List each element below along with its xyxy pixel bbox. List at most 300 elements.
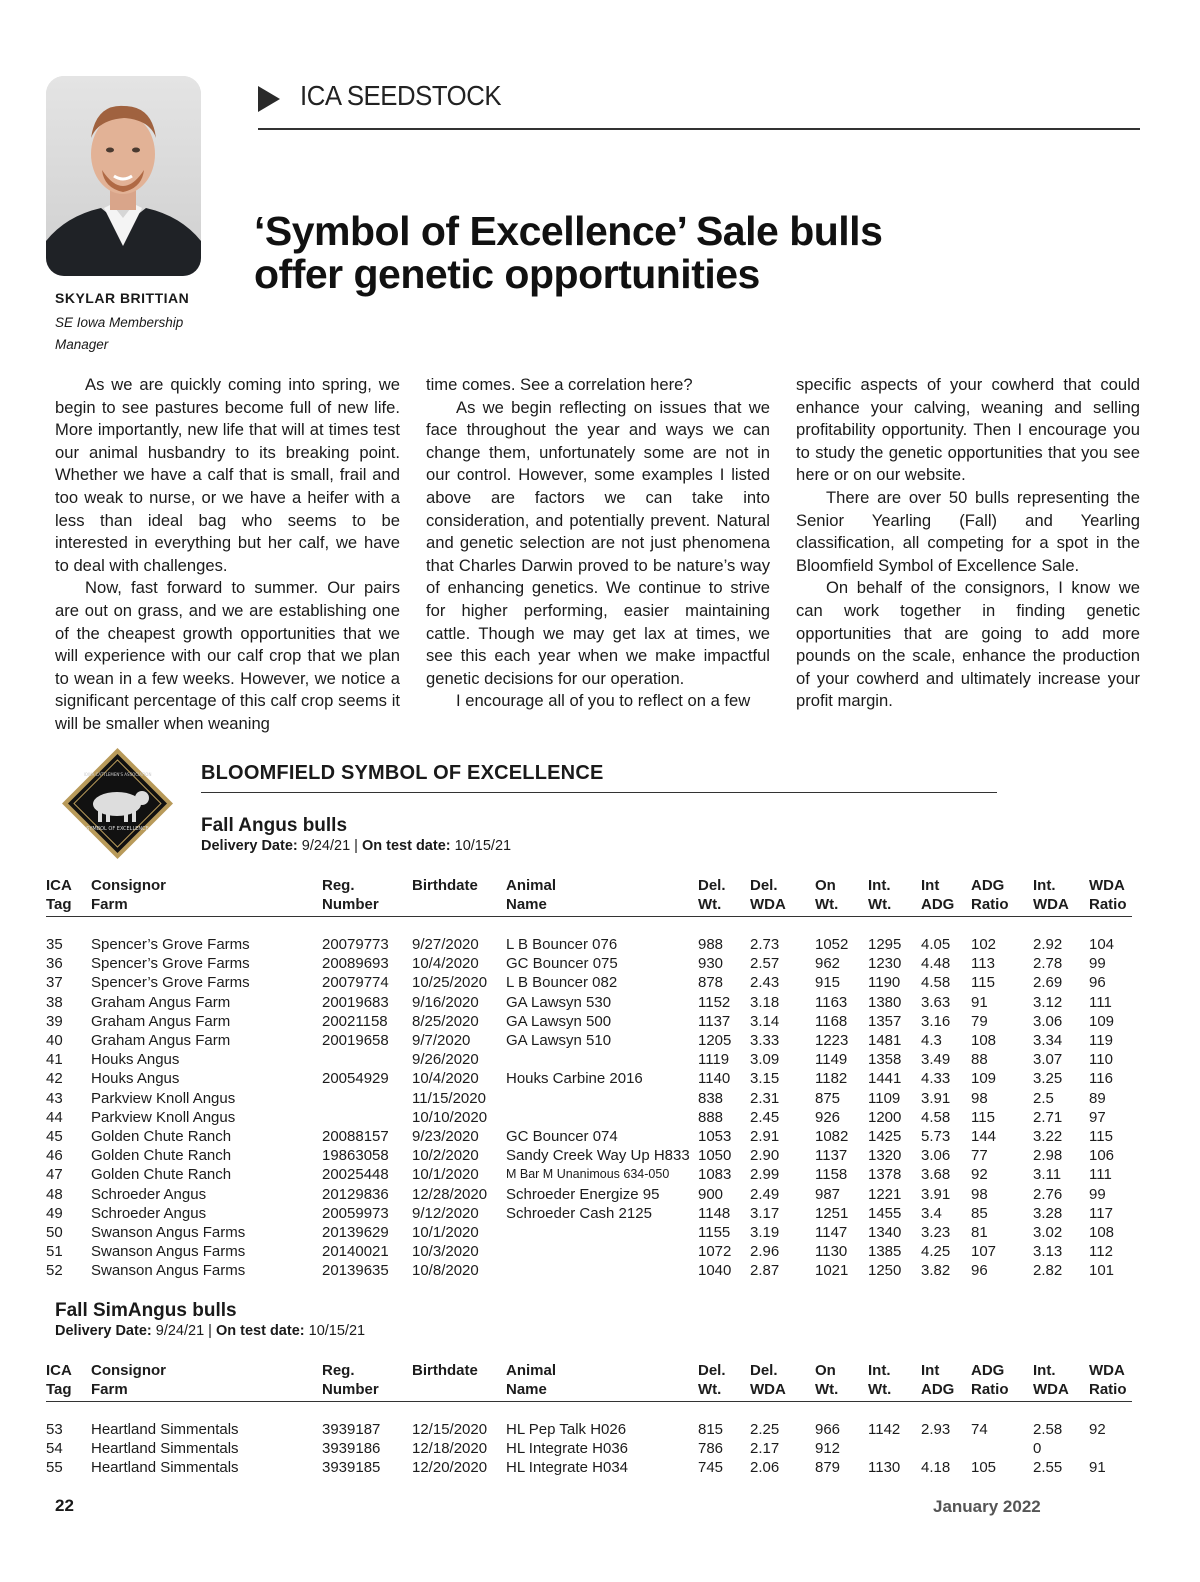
table-cell xyxy=(506,1050,698,1069)
column-header-line2: WDA xyxy=(1033,896,1069,913)
table-cell: 3.22 xyxy=(1033,1128,1063,1146)
table-cell: 745 xyxy=(698,1459,724,1477)
table-cell: 1137 xyxy=(815,1147,848,1165)
column-header-line1: Int. xyxy=(868,877,891,894)
table-cell: 116 xyxy=(1089,1070,1113,1088)
column-header xyxy=(750,876,815,917)
table-cell: 3.14 xyxy=(750,1012,780,1030)
table-cell: 2.25 xyxy=(750,1421,780,1438)
column-header xyxy=(815,876,868,917)
table-cell: 9/23/2020 xyxy=(412,1128,479,1146)
table-cell: 106 xyxy=(1089,1147,1115,1165)
column-header-line1: ADG xyxy=(971,877,1005,894)
table-cell: 115 xyxy=(1089,1128,1113,1146)
table-cell: 3.68 xyxy=(921,1166,951,1184)
table-cell: M Bar M Unanimous 634-050 xyxy=(506,1167,670,1182)
table-cell: 3.63 xyxy=(921,993,951,1011)
column-header xyxy=(698,1361,750,1402)
column-header-line1: Del. xyxy=(698,877,726,894)
table-cell: 97 xyxy=(1089,1108,1106,1126)
headline-line2: offer genetic opportunities xyxy=(254,251,760,297)
table-cell: 2.49 xyxy=(750,1185,780,1203)
table-row xyxy=(46,1069,1132,1088)
table-cell: 85 xyxy=(971,1204,988,1222)
table-cell: 40 xyxy=(46,1032,63,1050)
table-row xyxy=(46,1439,1132,1458)
table-cell: 1200 xyxy=(868,1108,902,1126)
table-cell: 2.58 xyxy=(1033,1421,1063,1438)
headline xyxy=(254,210,1014,296)
column-header-line2: Ratio xyxy=(1089,896,1127,913)
table-cell: 4.25 xyxy=(921,1243,951,1261)
table-cell: 900 xyxy=(698,1185,724,1203)
test-value: 10/15/21 xyxy=(454,838,512,854)
table-cell: 91 xyxy=(1089,1459,1106,1477)
table-cell: 1040 xyxy=(698,1262,732,1280)
table-cell: 44 xyxy=(46,1108,63,1126)
table-cell: 74 xyxy=(971,1421,988,1438)
paragraph: specific aspects of your cowherd that could enhance your calving, weaning and selling profitability opportunity. Then I encourage you to study the genetic opportunities that you see here or on our website. xyxy=(796,375,1140,485)
table-cell: 3.23 xyxy=(921,1224,951,1242)
table-cell: 109 xyxy=(971,1070,997,1088)
table-cell: 10/1/2020 xyxy=(412,1166,479,1184)
table-cell: 36 xyxy=(46,955,63,973)
table-cell: 91 xyxy=(971,993,988,1011)
table-cell: 3.28 xyxy=(1033,1204,1063,1222)
table-cell: 2.98 xyxy=(1033,1147,1063,1165)
table-cell: 3.25 xyxy=(1033,1070,1063,1088)
table-cell: Schroeder Energize 95 xyxy=(506,1185,660,1203)
table-cell: 3.13 xyxy=(1033,1243,1063,1261)
table-cell: 1455 xyxy=(868,1204,902,1222)
table-cell: 1295 xyxy=(868,936,902,953)
table-cell: HL Integrate H034 xyxy=(506,1459,629,1477)
table-cell: 107 xyxy=(971,1243,997,1261)
fall-simangus-table xyxy=(46,1361,1132,1478)
column-header-line1: WDA xyxy=(1089,1362,1125,1379)
table-cell: 962 xyxy=(815,955,841,973)
table-cell: 926 xyxy=(815,1108,841,1126)
table-row xyxy=(46,1127,1132,1146)
table-cell: 3.19 xyxy=(750,1224,780,1242)
table-cell: 20019658 xyxy=(322,1032,389,1050)
column-header-line2 xyxy=(412,1380,506,1399)
table-cell: 3.33 xyxy=(750,1032,780,1050)
table-cell: Schroeder Angus xyxy=(91,1185,207,1203)
table-cell: 1250 xyxy=(868,1262,902,1280)
table-cell xyxy=(506,1089,698,1108)
table-cell: 1378 xyxy=(868,1166,902,1184)
table-header-row xyxy=(46,876,1132,917)
table-cell: L B Bouncer 082 xyxy=(506,974,618,992)
table-cell: 9/26/2020 xyxy=(412,1051,479,1069)
table-cell: 1142 xyxy=(868,1421,901,1438)
column-header-line2: Tag xyxy=(46,896,72,913)
table-cell: 3.02 xyxy=(1033,1224,1063,1242)
table-cell: 89 xyxy=(1089,1089,1106,1107)
table-cell: 47 xyxy=(46,1166,63,1184)
table-cell: 10/10/2020 xyxy=(412,1108,488,1126)
table-row xyxy=(46,1420,1132,1439)
column-header-line2: Wt. xyxy=(815,896,839,913)
column-header xyxy=(921,1361,971,1402)
table-cell: Graham Angus Farm xyxy=(91,993,231,1011)
column-header xyxy=(971,1361,1033,1402)
column-header-line1: Animal xyxy=(506,877,557,894)
table-cell: 144 xyxy=(971,1128,997,1146)
column-header-line2 xyxy=(412,895,506,914)
table-cell: 9/12/2020 xyxy=(412,1204,479,1222)
table-cell: 1109 xyxy=(868,1089,901,1107)
author-role xyxy=(55,312,195,356)
table-cell: 1357 xyxy=(868,1012,902,1030)
table-cell: 104 xyxy=(1089,936,1115,953)
table-cell: 2.43 xyxy=(750,974,780,992)
table-cell: 10/4/2020 xyxy=(412,955,479,973)
article-column-2 xyxy=(426,374,770,713)
table-cell: Swanson Angus Farms xyxy=(91,1243,246,1261)
table-cell: 20019683 xyxy=(322,993,389,1011)
table-cell: 3.4 xyxy=(921,1204,942,1222)
table-cell: 105 xyxy=(971,1459,997,1477)
table-cell: 52 xyxy=(46,1262,63,1280)
column-header-line1: ADG xyxy=(971,1362,1005,1379)
table-cell: 115 xyxy=(971,1108,995,1126)
table-cell: 20079774 xyxy=(322,974,389,992)
table-cell: GA Lawsyn 510 xyxy=(506,1032,612,1050)
column-header xyxy=(91,1361,322,1402)
table-cell: 42 xyxy=(46,1070,63,1088)
table-cell: 3.12 xyxy=(1033,993,1063,1011)
table-cell: 2.93 xyxy=(921,1421,951,1438)
table-cell: 20059973 xyxy=(322,1204,389,1222)
fall-angus-title: Fall Angus bulls xyxy=(201,815,348,836)
table-row xyxy=(46,973,1132,992)
table-cell: 2.45 xyxy=(750,1108,780,1126)
column-header-line1: Del. xyxy=(750,1362,778,1379)
delivery-value: 9/24/21 xyxy=(301,838,351,854)
table-cell: 92 xyxy=(971,1166,988,1184)
table-cell: 20140021 xyxy=(322,1243,389,1261)
table-cell: 2.82 xyxy=(1033,1262,1063,1280)
table-cell: 54 xyxy=(46,1440,63,1458)
table-row xyxy=(46,1242,1132,1261)
fall-simangus-title: Fall SimAngus bulls xyxy=(55,1300,237,1321)
table-cell: 4.48 xyxy=(921,955,951,973)
table-cell: 2.5 xyxy=(1033,1089,1054,1107)
column-header-line2: Number xyxy=(322,896,379,913)
table-cell: Spencer’s Grove Farms xyxy=(91,974,250,992)
table-cell: Sandy Creek Way Up H833 xyxy=(506,1147,690,1165)
table-cell: 4.05 xyxy=(921,936,951,953)
table-cell: GC Bouncer 075 xyxy=(506,955,618,973)
table-cell: 9/7/2020 xyxy=(412,1032,471,1050)
table-cell: Golden Chute Ranch xyxy=(91,1147,232,1165)
author-name: SKYLAR BRITTIAN xyxy=(55,290,190,306)
table-cell: 20139635 xyxy=(322,1262,389,1280)
table-cell: 3.15 xyxy=(750,1070,780,1088)
column-header-line2: Wt. xyxy=(698,896,722,913)
table-cell: Parkview Knoll Angus xyxy=(91,1108,236,1126)
table-cell: 4.58 xyxy=(921,1108,951,1126)
column-header xyxy=(1089,1361,1132,1402)
table-cell: 888 xyxy=(698,1108,724,1126)
fall-simangus-dates: Delivery Date: 9/24/21 | On test date: 10/15/21 xyxy=(55,1323,366,1339)
table-cell: 20079773 xyxy=(322,936,389,953)
table-cell xyxy=(506,1108,698,1127)
table-row xyxy=(46,1012,1132,1031)
table-cell: 88 xyxy=(971,1051,988,1069)
table-cell xyxy=(322,1089,412,1108)
paragraph: I encourage all of you to reflect on a few xyxy=(456,691,751,711)
table-cell: 5.73 xyxy=(921,1128,951,1146)
table-cell: 10/4/2020 xyxy=(412,1070,479,1088)
paragraph: Now, fast forward to summer. Our pairs are out on grass, and we are establishing one of the cheapest growth opportunities that we will experience with our calf crop that we plan to wean in a few weeks. However, we notice a significant percentage of this calf crop seems it will be smaller when weaning xyxy=(55,578,400,733)
column-header-line2: ADG xyxy=(921,896,955,913)
table-cell: 838 xyxy=(698,1089,724,1107)
column-header-line1: On xyxy=(815,877,836,894)
table-cell: 879 xyxy=(815,1459,841,1477)
column-header-line2: ADG xyxy=(921,1381,955,1398)
play-triangle-icon xyxy=(258,86,280,112)
table-row xyxy=(46,1223,1132,1242)
table-cell: 39 xyxy=(46,1012,63,1030)
table-cell: Swanson Angus Farms xyxy=(91,1224,246,1242)
table-cell: 35 xyxy=(46,936,63,953)
table-cell: 12/28/2020 xyxy=(412,1185,488,1203)
paragraph: There are over 50 bulls representing the Senior Yearling (Fall) and Yearling classification, all competing for a spot in the Bloomfield Symbol of Excellence Sale. xyxy=(796,487,1140,575)
column-header xyxy=(46,1361,91,1402)
table-cell: 2.57 xyxy=(750,955,780,973)
table-cell: 110 xyxy=(1089,1051,1113,1069)
table-cell: 81 xyxy=(971,1224,988,1242)
table-cell: 988 xyxy=(698,936,724,953)
table-cell: Heartland Simmentals xyxy=(91,1440,239,1458)
column-header-line2: WDA xyxy=(750,896,786,913)
table-cell: 98 xyxy=(971,1185,988,1203)
table-cell: 3.11 xyxy=(1033,1166,1062,1184)
column-header-line1: Animal xyxy=(506,1362,557,1379)
table-cell: 3.91 xyxy=(921,1089,951,1107)
table-cell xyxy=(322,1108,412,1127)
bloomfield-title: BLOOMFIELD SYMBOL OF EXCELLENCE xyxy=(201,762,997,793)
badge-top-text: IOWA CATTLEMEN'S ASSOCIATION xyxy=(83,772,152,777)
table-cell: 875 xyxy=(815,1089,841,1107)
column-header xyxy=(1033,1361,1089,1402)
table-cell: 1340 xyxy=(868,1224,902,1242)
table-cell: 912 xyxy=(815,1440,841,1458)
column-header-line2: Tag xyxy=(46,1381,72,1398)
table-cell: 2.31 xyxy=(750,1089,780,1107)
table-cell xyxy=(1089,1439,1132,1458)
table-row xyxy=(46,1146,1132,1165)
table-cell: 98 xyxy=(971,1089,988,1107)
table-cell: 3939186 xyxy=(322,1440,381,1458)
section-header xyxy=(258,80,1140,130)
column-header xyxy=(412,1361,506,1402)
author-portrait-icon xyxy=(46,76,201,276)
table-cell xyxy=(971,1439,1033,1458)
table-cell: 2.17 xyxy=(750,1440,780,1458)
table-cell: 1380 xyxy=(868,993,902,1011)
table-cell: 1251 xyxy=(815,1204,849,1222)
table-cell: 41 xyxy=(46,1051,63,1069)
table-cell: 987 xyxy=(815,1185,841,1203)
table-cell xyxy=(506,1261,698,1280)
table-cell: 1148 xyxy=(698,1204,731,1222)
table-cell: 2.71 xyxy=(1033,1108,1063,1126)
table-cell: Golden Chute Ranch xyxy=(91,1166,232,1184)
table-cell: Graham Angus Farm xyxy=(91,1012,231,1030)
column-header-line2: Ratio xyxy=(971,1381,1009,1398)
table-cell: 1050 xyxy=(698,1147,732,1165)
table-row xyxy=(46,1165,1132,1184)
column-header-line2: WDA xyxy=(1033,1381,1069,1398)
column-header-line2: WDA xyxy=(750,1381,786,1398)
table-cell: 9/16/2020 xyxy=(412,993,479,1011)
table-cell: 50 xyxy=(46,1224,63,1242)
fall-angus-dates: Delivery Date: 9/24/21 | On test date: 10/15/21 xyxy=(201,838,512,854)
author-photo xyxy=(46,76,201,276)
table-cell: 77 xyxy=(971,1147,988,1165)
table-row xyxy=(46,1108,1132,1127)
table-cell: 786 xyxy=(698,1440,724,1458)
table-cell: 20025448 xyxy=(322,1166,389,1184)
column-header xyxy=(1089,876,1132,917)
column-header-line2: Wt. xyxy=(868,1381,892,1398)
table-cell: 1082 xyxy=(815,1128,849,1146)
table-cell: 1358 xyxy=(868,1051,902,1069)
delivery-label: Delivery Date: xyxy=(55,1323,152,1339)
table-cell: HL Integrate H036 xyxy=(506,1440,629,1458)
table-cell: 20021158 xyxy=(322,1012,388,1030)
column-header-line2: Wt. xyxy=(698,1381,722,1398)
table-cell: 2.92 xyxy=(1033,936,1063,953)
table-cell: 3.34 xyxy=(1033,1032,1063,1050)
column-header-line1: ICA xyxy=(46,877,72,894)
table-cell: 79 xyxy=(971,1012,988,1030)
table-cell: 2.90 xyxy=(750,1147,780,1165)
section-label: ICA SEEDSTOCK xyxy=(300,80,502,111)
test-value: 10/15/21 xyxy=(308,1323,366,1339)
test-label: On test date: xyxy=(361,838,451,854)
paragraph: As we begin reflecting on issues that we face throughout the year and ways we can change them, unfortunately some are not in our control. However, some examples I listed above are factors we can take into consideration, and potentially prevent. Natural and genetic selection are not just phenomena that Charles Darwin proved to be nature’s way of enhancing genetics. We continue to strive for higher performing, easier maintaining cattle. Though we may get lax at times, we see this each year when we make impactful genetic decisions for our operation. xyxy=(426,397,770,688)
table-cell: 20139629 xyxy=(322,1224,389,1242)
column-header xyxy=(412,876,506,917)
table-cell: 12/15/2020 xyxy=(412,1421,488,1438)
table-cell: 46 xyxy=(46,1147,63,1165)
table-cell: 1221 xyxy=(868,1185,902,1203)
table-cell: 101 xyxy=(1089,1262,1115,1280)
table-cell: Spencer’s Grove Farms xyxy=(91,936,250,953)
table-cell: Houks Carbine 2016 xyxy=(506,1070,643,1088)
table-cell: 9/27/2020 xyxy=(412,936,479,953)
table-header-row xyxy=(46,1361,1132,1402)
table-cell: 8/25/2020 xyxy=(412,1012,479,1030)
column-header-line2: Wt. xyxy=(815,1381,839,1398)
table-cell: 2.78 xyxy=(1033,955,1063,973)
table-cell: 10/2/2020 xyxy=(412,1147,479,1165)
author-role-line2: Manager xyxy=(55,337,109,352)
column-header-line1: Reg. xyxy=(322,1362,355,1379)
column-header-line1: On xyxy=(815,1362,836,1379)
table-cell: 20129836 xyxy=(322,1185,389,1203)
table-cell: 1083 xyxy=(698,1166,732,1184)
table-cell: 99 xyxy=(1089,1185,1106,1203)
table-cell: 1155 xyxy=(698,1224,731,1242)
table-cell: 115 xyxy=(971,974,995,992)
table-cell xyxy=(506,1242,698,1261)
table-row xyxy=(46,993,1132,1012)
table-cell: 96 xyxy=(1089,974,1106,992)
table-cell: 3.18 xyxy=(750,993,780,1011)
table-cell: 111 xyxy=(1089,993,1112,1011)
column-header-line2: Number xyxy=(322,1381,379,1398)
table-cell: 2.76 xyxy=(1033,1185,1063,1203)
column-header-line2: Ratio xyxy=(1089,1381,1127,1398)
table-cell: GA Lawsyn 500 xyxy=(506,1012,612,1030)
table-cell: Schroeder Angus xyxy=(91,1204,207,1222)
table-cell: 43 xyxy=(46,1089,63,1107)
paragraph: time comes. See a correlation here? xyxy=(426,375,693,394)
table-cell: Schroeder Cash 2125 xyxy=(506,1204,652,1222)
column-header xyxy=(971,876,1033,917)
table-cell: 12/20/2020 xyxy=(412,1459,488,1477)
column-header-line1: WDA xyxy=(1089,877,1125,894)
table-cell: GA Lawsyn 530 xyxy=(506,993,612,1011)
table-cell: 1230 xyxy=(868,955,902,973)
table-cell: 3.82 xyxy=(921,1262,951,1280)
table-cell xyxy=(322,1050,412,1069)
table-cell: 1320 xyxy=(868,1147,902,1165)
delivery-label: Delivery Date: xyxy=(201,838,298,854)
column-header xyxy=(868,1361,921,1402)
table-cell: 3.06 xyxy=(1033,1012,1063,1030)
column-header xyxy=(815,1361,868,1402)
table-cell: Houks Angus xyxy=(91,1070,180,1088)
table-cell: 1182 xyxy=(815,1070,848,1088)
table-row xyxy=(46,1204,1132,1223)
table-cell: 4.18 xyxy=(921,1459,951,1477)
table-cell: 1481 xyxy=(868,1032,902,1050)
table-cell: 10/3/2020 xyxy=(412,1243,479,1261)
table-cell: GC Bouncer 074 xyxy=(506,1128,618,1146)
table-cell: 4.33 xyxy=(921,1070,951,1088)
table-cell: 20054929 xyxy=(322,1070,389,1088)
table-cell: 1168 xyxy=(815,1012,848,1030)
table-cell: 1147 xyxy=(815,1224,848,1242)
table-cell: 1425 xyxy=(868,1128,902,1146)
table-cell: 1441 xyxy=(868,1070,902,1088)
column-header-line1: Birthdate xyxy=(412,877,478,894)
table-cell: HL Pep Talk H026 xyxy=(506,1421,627,1438)
table-cell: 1163 xyxy=(815,993,848,1011)
table-cell: 1205 xyxy=(698,1032,732,1050)
column-header-line1: Int xyxy=(921,1362,940,1379)
fall-angus-table xyxy=(46,876,1132,1281)
symbol-of-excellence-badge xyxy=(60,746,175,861)
column-header xyxy=(322,1361,412,1402)
table-cell: 2.69 xyxy=(1033,974,1063,992)
headline-line1: ‘Symbol of Excellence’ Sale bulls xyxy=(254,208,883,254)
table-cell: 51 xyxy=(46,1243,63,1261)
table-cell: 1021 xyxy=(815,1262,849,1280)
column-header xyxy=(506,1361,698,1402)
table-cell: 10/1/2020 xyxy=(412,1224,479,1242)
table-cell: 112 xyxy=(1089,1243,1113,1261)
table-cell: 12/18/2020 xyxy=(412,1440,488,1458)
column-header-line1: Reg. xyxy=(322,877,355,894)
